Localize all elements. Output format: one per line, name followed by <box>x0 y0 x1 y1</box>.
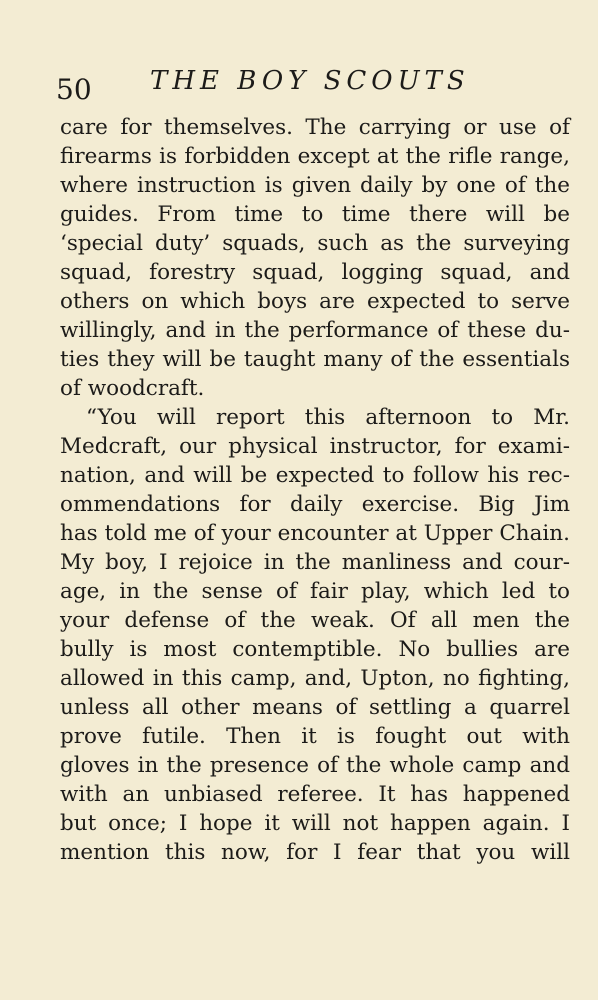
text-line: but once; I hope it will not happen again. I <box>60 811 570 836</box>
text-line: prove futile. Then it is fought out with <box>60 724 570 749</box>
text-line: guides. From time to time there will be <box>60 202 570 227</box>
body-text <box>60 113 570 867</box>
text-line: others on which boys are expected to serve <box>60 289 570 314</box>
text-line: nation, and will be expected to follow his rec- <box>60 463 570 488</box>
text-line: willingly, and in the performance of these du- <box>60 318 570 343</box>
text-line: firearms is forbidden except at the rifle range, <box>60 144 570 169</box>
page-header <box>0 62 598 106</box>
text-line: has told me of your encounter at Upper Chain. <box>60 521 570 546</box>
text-line: ties they will be taught many of the essentials <box>60 347 570 372</box>
text-line: ‘special duty’ squads, such as the surveying <box>60 231 570 256</box>
text-line: Medcraft, our physical instructor, for exami- <box>60 434 570 459</box>
page-number: 50 <box>56 73 92 106</box>
running-head: THE BOY SCOUTS <box>150 66 470 96</box>
text-line: where instruction is given daily by one of the <box>60 173 570 198</box>
text-line: ommendations for daily exercise. Big Jim <box>60 492 570 517</box>
text-line: squad, forestry squad, logging squad, and <box>60 260 570 285</box>
text-line: My boy, I rejoice in the manliness and cour- <box>60 550 570 575</box>
text-line: unless all other means of settling a quarrel <box>60 695 570 720</box>
text-line: of woodcraft. <box>60 376 205 401</box>
text-line: care for themselves. The carrying or use of <box>60 115 570 140</box>
text-line: age, in the sense of fair play, which led to <box>60 579 570 604</box>
text-line: mention this now, for I fear that you will <box>60 840 570 865</box>
text-line: with an unbiased referee. It has happened <box>60 782 570 807</box>
text-line: your defense of the weak. Of all men the <box>60 608 570 633</box>
text-line: “You will report this afternoon to Mr. <box>86 405 570 430</box>
text-line: bully is most contemptible. No bullies are <box>60 637 570 662</box>
text-line: allowed in this camp, and, Upton, no fighting, <box>60 666 570 691</box>
text-line: gloves in the presence of the whole camp and <box>60 753 570 778</box>
